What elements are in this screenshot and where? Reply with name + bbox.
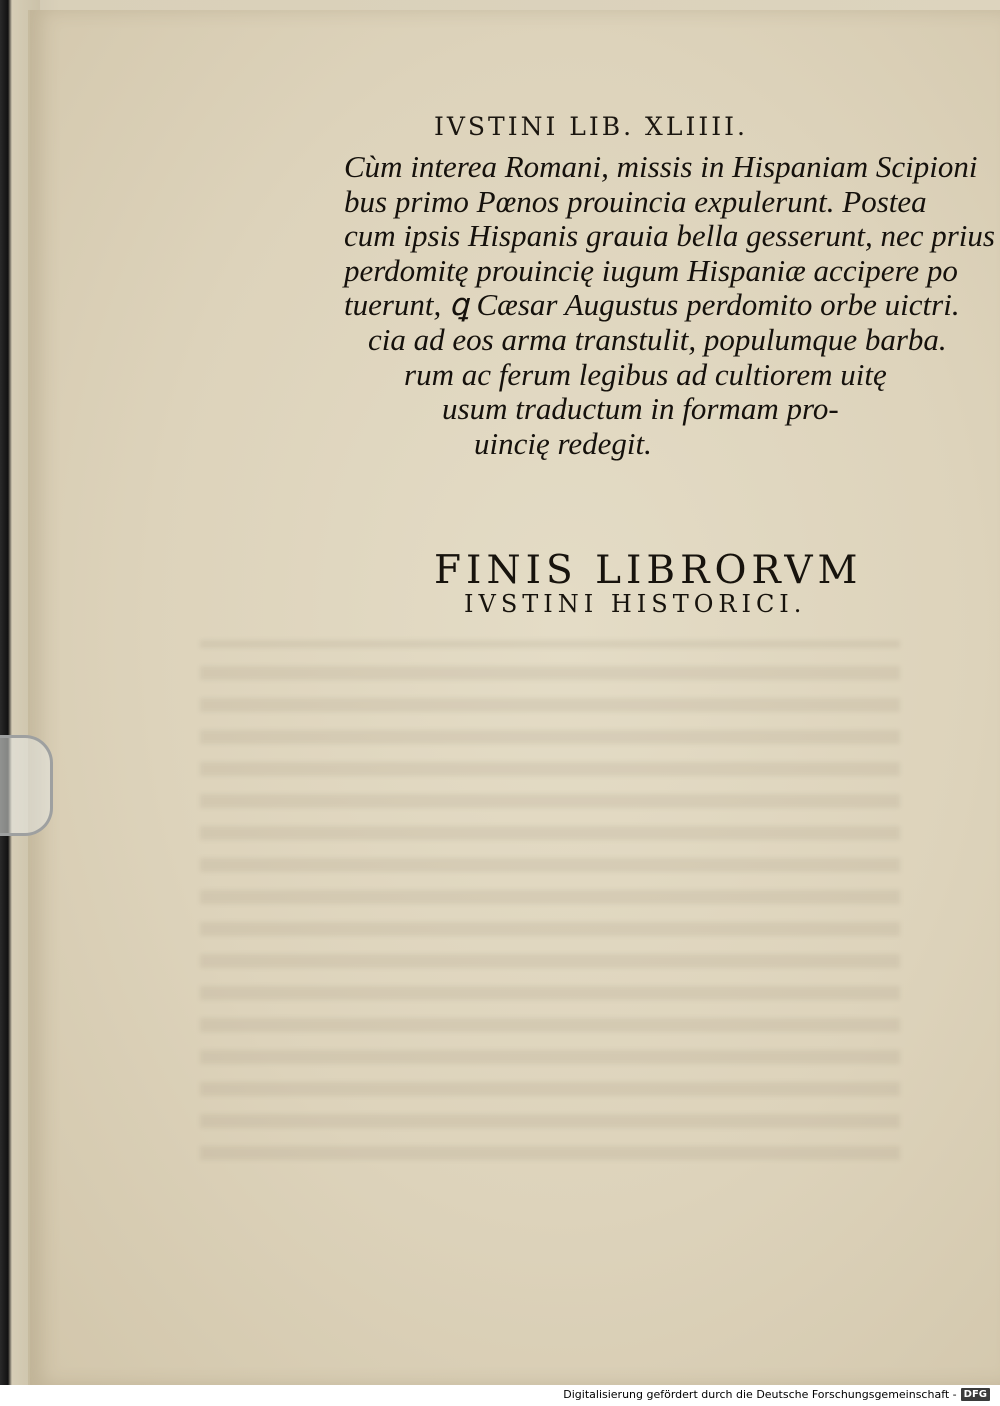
body-text [344,149,995,461]
text-line: tuerunt, ꝗ Cæsar Augustus perdomito orbe uictri. [344,287,960,323]
text-line: usum traductum in formam pro- [442,391,839,427]
paper-clip-icon [0,735,53,836]
digitization-footer [563,1385,990,1403]
bleed-through-text [200,640,900,1160]
text-line: rum ac ferum legibus ad cultiorem uitę [404,356,887,392]
running-header: IVSTINI LIB. XLIIII. [434,112,748,141]
colophon-title: FINIS LIBRORVM [434,548,863,593]
colophon-subtitle: IVSTINI HISTORICI. [464,590,807,618]
text-line: bus primo Pœnos prouincia expulerunt. Postea [344,183,927,219]
text-line: cia ad eos arma transtulit, populumque barba. [368,321,947,357]
text-line: cum ipsis Hispanis grauia bella gesserunt, nec prius [344,218,995,254]
footer-text: Digitalisierung gefördert durch die Deutsche Forschungsgemeinschaft - [563,1387,957,1401]
text-line: uincię redegit. [474,425,652,461]
dfg-logo-icon: DFG [961,1388,990,1401]
text-line: perdomitę prouincię iugum Hispaniæ accipere po [344,252,958,288]
text-line: Cùm interea Romani, missis in Hispaniam Scipioni [344,149,978,184]
